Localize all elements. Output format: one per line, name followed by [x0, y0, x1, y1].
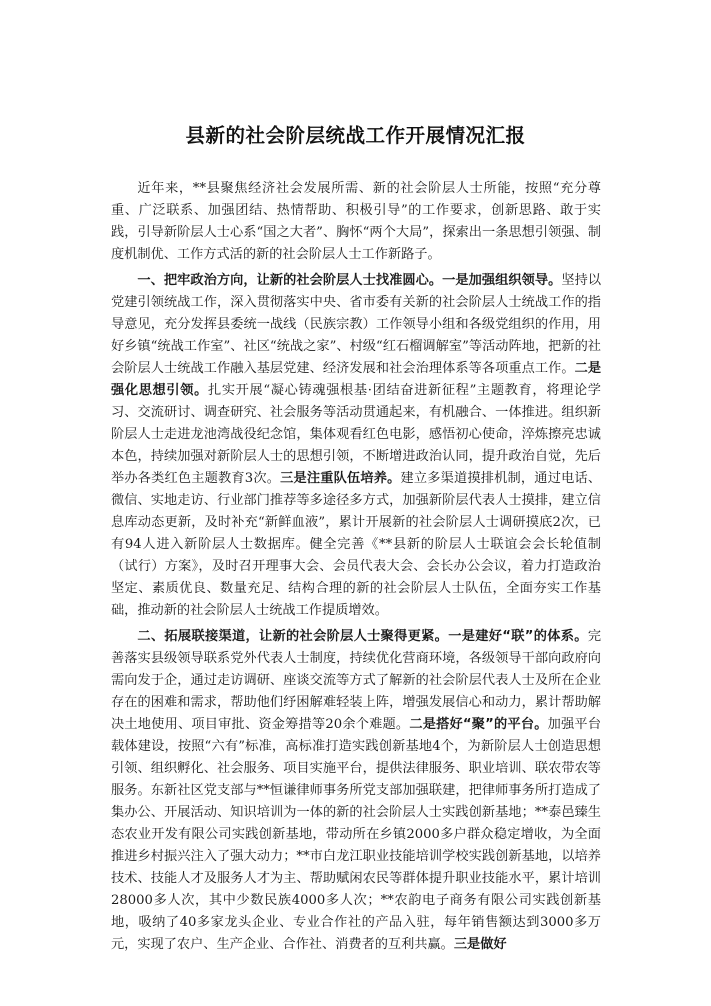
- section-1-text-1: 坚持以党建引领统战工作，深入贯彻落实中央、省市委有关新的社会阶层人士统战工作的指导意见，充分发挥县委统一战线（民族宗教）工作领导小组和各级党组织的作用，用好乡镇“统战工作室”、社区“统战之家”、村级“红石榴调解室”等活动阵地，把新的社会阶层人士统战工作融入基层党建、经济发展和社会治理体系等各项重点工作。: [111, 273, 602, 376]
- section-2-text-1: 完善落实县级领导联系党外代表人士制度，持续优化营商环境，各级领导干部向政府向需向发于企，通过走访调研、座谈交流等方式了解新的社会阶层代表人士及所在企业存在的困难和需求，帮助他们纾困解难轻装上阵，增强发展信心和动力，累计帮助解决土地使用、项目审批、资金筹措等20余个难题。: [111, 629, 601, 732]
- section-1-text-3: 建立多渠道摸排机制，通过电话、微信、实地走访、行业部门推荐等多途径多方式，加强新阶层代表人士摸排，建立信息库动态更新，及时补充“新鲜血液”，累计开展新的社会阶层人士调研摸底2次，已有94人进入新阶层人士数据库。健全完善《**县新的阶层人士联谊会会长轮值制（试行）方案》，及时召开理事大会、会员代表大会、会长办公会议，着力打造政治坚定、素质优良、数量充足、结构合理的新的社会阶层人士队伍，全面夯实工作基础，推动新的社会阶层人士统战工作提质增效。: [111, 471, 602, 618]
- section-1-subheading-2: 二是强化思想引领。: [111, 361, 602, 398]
- section-2-subheading-1: 一是建好“联”的体系。: [448, 629, 588, 644]
- intro-paragraph: 近年来，**县聚焦经济社会发展所需、新的社会阶层人士所能，按照“充分尊重、广泛联系、加强团结、热情帮助、积极引导”的工作要求，创新思路、敢于实践，引导新阶层人士心系“国之大者”、胸怀“两个大局”，探索出一条思想引领强、制度机制优、工作方式活的新的社会阶层人士工作新路子。: [111, 181, 601, 262]
- section-1-text-2: 扎实开展“凝心铸魂强根基·团结奋进新征程”主题教育，将理论学习、交流研讨、调查研究、社会服务等活动贯通起来，有机融合、一体推进。组织新阶层人士走进龙池湾战役纪念馆，集体观看红色电影，感悟初心使命，淬炼擦亮忠诚本色，持续加强对新阶层人士的思想引领，不断增进政治认同，提升政治自觉，先后举办各类红色主题教育3次。: [111, 383, 601, 486]
- section-2-subheading-3: 三是做好: [453, 937, 507, 952]
- section-1-subheading-3: 三是注重队伍培养。: [280, 471, 401, 486]
- section-1-paragraph: [111, 270, 601, 622]
- section-1-heading: 一、把牢政治方向，让新的社会阶层人士找准圆心。: [137, 273, 443, 288]
- document-body: [111, 178, 601, 956]
- section-2-heading: 二、拓展联接渠道，让新的社会阶层人士聚得更紧。: [137, 629, 449, 644]
- section-2-paragraph: [111, 626, 601, 956]
- section-1-subheading-1: 一是加强组织领导。: [442, 273, 562, 288]
- document-title: 县新的社会阶层统战工作开展情况汇报: [185, 124, 526, 147]
- section-2-subheading-2: 二是搭好“聚”的平台。: [409, 717, 548, 732]
- section-2-text-2: 加强平台载体建设，按照“六有”标准，高标准打造实践创新基地4个，为新阶层人士创造思想引领、组织孵化、社会服务、项目实施平台，提供法律服务、职业培训、联农带农等服务。东新社区党支部与**恒谦律师事务所党支部加强联建，把律师事务所打造成了集办公、开展活动、知识培训为一体的新的社会阶层人士实践创新基地；**泰邑臻生态农业开发有限公司实践创新基地，带动所在乡镇2000多户群众稳定增收，为全面推进乡村振兴注入了强大动力；**市白龙江职业技能培训学校实践创新基地，以培养技术、技能人才及服务人才为主、帮助赋闲农民等群体提升职业技能水平，累计培训28000多人次，其中少数民族4000多人次；**农韵电子商务有限公司实践创新基地，吸纳了40多家龙头企业、专业合作社的产品入驻，每年销售额达到3000多万元，实现了农户、生产企业、合作社、消费者的互利共赢。: [111, 717, 602, 952]
